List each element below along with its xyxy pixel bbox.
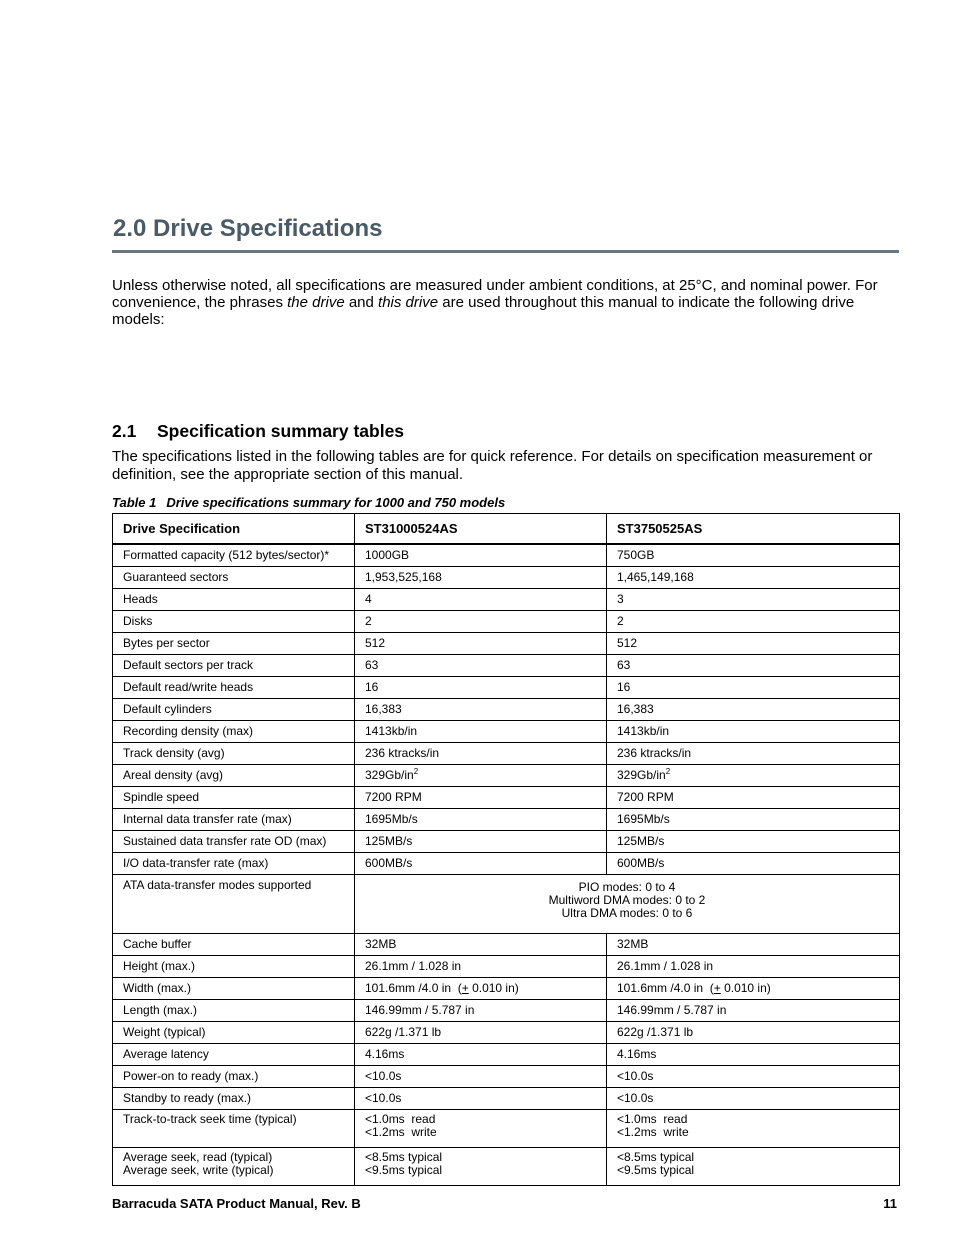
table-row [113, 544, 900, 567]
table-cell: 2 [607, 611, 900, 633]
table-header-cell: Drive Specification [113, 514, 355, 545]
table-cell: Bytes per sector [113, 633, 355, 655]
cell-text: 0.010 in) [468, 981, 519, 995]
cell-line: <1.2ms write [617, 1125, 689, 1139]
intro-text-2: and [344, 294, 379, 311]
table-cell: Weight (typical) [113, 1022, 355, 1044]
table-cell: 1000GB [355, 544, 607, 567]
table-row [113, 633, 900, 655]
table-cell: Default read/write heads [113, 677, 355, 699]
table-cell: <10.0s [355, 1088, 607, 1110]
intro-emphasis-1: the drive [287, 294, 345, 311]
table-cell: 600MB/s [607, 853, 900, 875]
table-row [113, 1066, 900, 1088]
table-cell: 32MB [355, 934, 607, 956]
table-header-cell: ST3750525AS [607, 514, 900, 545]
table-cell: 125MB/s [355, 831, 607, 853]
table-cell: 63 [355, 655, 607, 677]
table-cell: <10.0s [355, 1066, 607, 1088]
cell-line: <1.2ms write [365, 1125, 437, 1139]
table-cell: 146.99mm / 5.787 in [355, 1000, 607, 1022]
superscript: 2 [665, 767, 671, 776]
table-cell: <10.0s [607, 1066, 900, 1088]
section-paragraph: The specifications listed in the following tables are for quick reference. For details on specification measurement or definition, see the appropriate section of this manual. [112, 448, 873, 483]
cell-text: 101.6mm /4.0 in ( [617, 981, 714, 995]
table-cell-merged [355, 875, 900, 934]
table-row [113, 934, 900, 956]
table-row [113, 809, 900, 831]
table-row [113, 655, 900, 677]
table-cell [355, 1110, 607, 1148]
table-cell: 63 [607, 655, 900, 677]
table-cell: 7200 RPM [607, 787, 900, 809]
section-heading [112, 421, 404, 442]
table-cell: 32MB [607, 934, 900, 956]
cell-line: Average seek, read (typical) [123, 1150, 273, 1164]
cell-line: <8.5ms typical [365, 1150, 443, 1164]
table-cell: 512 [607, 633, 900, 655]
table-row [113, 1044, 900, 1066]
table-cell: 2 [355, 611, 607, 633]
table-cell [355, 765, 607, 787]
table-row [113, 567, 900, 589]
cell-text: 329Gb/in [365, 768, 414, 782]
table-cell: 146.99mm / 5.787 in [607, 1000, 900, 1022]
table-cell: 4.16ms [355, 1044, 607, 1066]
table-row [113, 956, 900, 978]
table-cell: Disks [113, 611, 355, 633]
table-row [113, 1088, 900, 1110]
table-cell: Track-to-track seek time (typical) [113, 1110, 355, 1148]
table-row [113, 1110, 900, 1148]
table-cell: 16,383 [355, 699, 607, 721]
table-cell: Formatted capacity (512 bytes/sector)* [113, 544, 355, 567]
table-row [113, 875, 900, 934]
table-cell: Spindle speed [113, 787, 355, 809]
table-cell: 125MB/s [607, 831, 900, 853]
table-cell: Height (max.) [113, 956, 355, 978]
table-cell: 16 [607, 677, 900, 699]
table-caption [112, 495, 505, 510]
cell-line: Average seek, write (typical) [123, 1163, 274, 1177]
table-header-cell: ST31000524AS [355, 514, 607, 545]
table-cell: 622g /1.371 lb [355, 1022, 607, 1044]
table-cell: 16 [355, 677, 607, 699]
table-cell: ATA data-transfer modes supported [113, 875, 355, 934]
cell-line: <9.5ms typical [365, 1163, 443, 1177]
table-cell [355, 978, 607, 1000]
table-cell: Recording density (max) [113, 721, 355, 743]
table-cell: 1695Mb/s [355, 809, 607, 831]
cell-text: 0.010 in) [720, 981, 771, 995]
table-caption-text: Drive specifications summary for 1000 and 750 models [166, 495, 506, 510]
section-title: Specification summary tables [157, 421, 405, 441]
table-cell: Sustained data transfer rate OD (max) [113, 831, 355, 853]
table-cell: Cache buffer [113, 934, 355, 956]
cell-line: PIO modes: 0 to 4 [578, 880, 676, 894]
table-cell: Internal data transfer rate (max) [113, 809, 355, 831]
table-cell: Default sectors per track [113, 655, 355, 677]
table-cell: 600MB/s [355, 853, 607, 875]
table-cell [607, 978, 900, 1000]
table-cell [607, 1110, 900, 1148]
table-row [113, 787, 900, 809]
table-cell [607, 1148, 900, 1186]
table-cell [113, 1148, 355, 1186]
table-cell: 750GB [607, 544, 900, 567]
table-row [113, 1022, 900, 1044]
table-cell: 1413kb/in [607, 721, 900, 743]
table-cell [607, 765, 900, 787]
cell-line: Multiword DMA modes: 0 to 2 [548, 893, 706, 907]
table-cell: Average latency [113, 1044, 355, 1066]
table-row [113, 721, 900, 743]
chapter-title: 2.0 Drive Specifications [113, 215, 383, 242]
table-cell: Width (max.) [113, 978, 355, 1000]
table-cell: 26.1mm / 1.028 in [355, 956, 607, 978]
spec-table [112, 513, 900, 1186]
table-cell: 4 [355, 589, 607, 611]
table-cell: 1,953,525,168 [355, 567, 607, 589]
page-number: 11 [883, 1196, 897, 1211]
table-row [113, 699, 900, 721]
table-cell: <10.0s [607, 1088, 900, 1110]
table-cell: Areal density (avg) [113, 765, 355, 787]
table-cell: 512 [355, 633, 607, 655]
table-cell: 3 [607, 589, 900, 611]
table-row [113, 1000, 900, 1022]
intro-text-1: Unless otherwise noted, all specifications are measured under ambient conditions, at 25°C, and nominal power. For convenience, the phrases [112, 277, 878, 311]
table-row [113, 831, 900, 853]
table-cell: 1,465,149,168 [607, 567, 900, 589]
intro-text-3: are used throughout this manual to indicate the following drive models: [112, 294, 855, 328]
table-cell: Length (max.) [113, 1000, 355, 1022]
table-row [113, 853, 900, 875]
table-cell [355, 1148, 607, 1186]
cell-line: <9.5ms typical [617, 1163, 695, 1177]
table-cell: 622g /1.371 lb [607, 1022, 900, 1044]
footer-title: Barracuda SATA Product Manual, Rev. B [112, 1196, 361, 1211]
section-number: 2.1 [112, 421, 137, 441]
intro-paragraph [112, 277, 902, 328]
table-cell: Default cylinders [113, 699, 355, 721]
table-row [113, 765, 900, 787]
table-cell: I/O data-transfer rate (max) [113, 853, 355, 875]
table-row [113, 743, 900, 765]
chapter-divider [112, 250, 899, 253]
table-cell: 236 ktracks/in [607, 743, 900, 765]
table-cell: Power-on to ready (max.) [113, 1066, 355, 1088]
table-caption-number: Table 1 [112, 495, 157, 510]
table-cell: 7200 RPM [355, 787, 607, 809]
cell-line: <1.0ms read [365, 1112, 436, 1126]
table-row [113, 589, 900, 611]
table-cell: 1695Mb/s [607, 809, 900, 831]
cell-line: <8.5ms typical [617, 1150, 695, 1164]
cell-text: 329Gb/in [617, 768, 666, 782]
table-cell: Standby to ready (max.) [113, 1088, 355, 1110]
plus-minus-sign: + [713, 981, 721, 995]
table-row [113, 677, 900, 699]
cell-text: 101.6mm /4.0 in ( [365, 981, 462, 995]
intro-emphasis-2: this drive [378, 294, 439, 311]
table-cell: 26.1mm / 1.028 in [607, 956, 900, 978]
superscript: 2 [413, 767, 419, 776]
table-header-row [113, 514, 900, 545]
table-cell: 16,383 [607, 699, 900, 721]
table-cell: Guaranteed sectors [113, 567, 355, 589]
table-cell: Heads [113, 589, 355, 611]
cell-line: <1.0ms read [617, 1112, 688, 1126]
table-row [113, 611, 900, 633]
table-cell: 1413kb/in [355, 721, 607, 743]
table-cell: 4.16ms [607, 1044, 900, 1066]
table-row [113, 1148, 900, 1186]
table-cell: Track density (avg) [113, 743, 355, 765]
plus-minus-sign: + [461, 981, 469, 995]
table-row [113, 978, 900, 1000]
cell-line: Ultra DMA modes: 0 to 6 [561, 906, 693, 920]
table-cell: 236 ktracks/in [355, 743, 607, 765]
